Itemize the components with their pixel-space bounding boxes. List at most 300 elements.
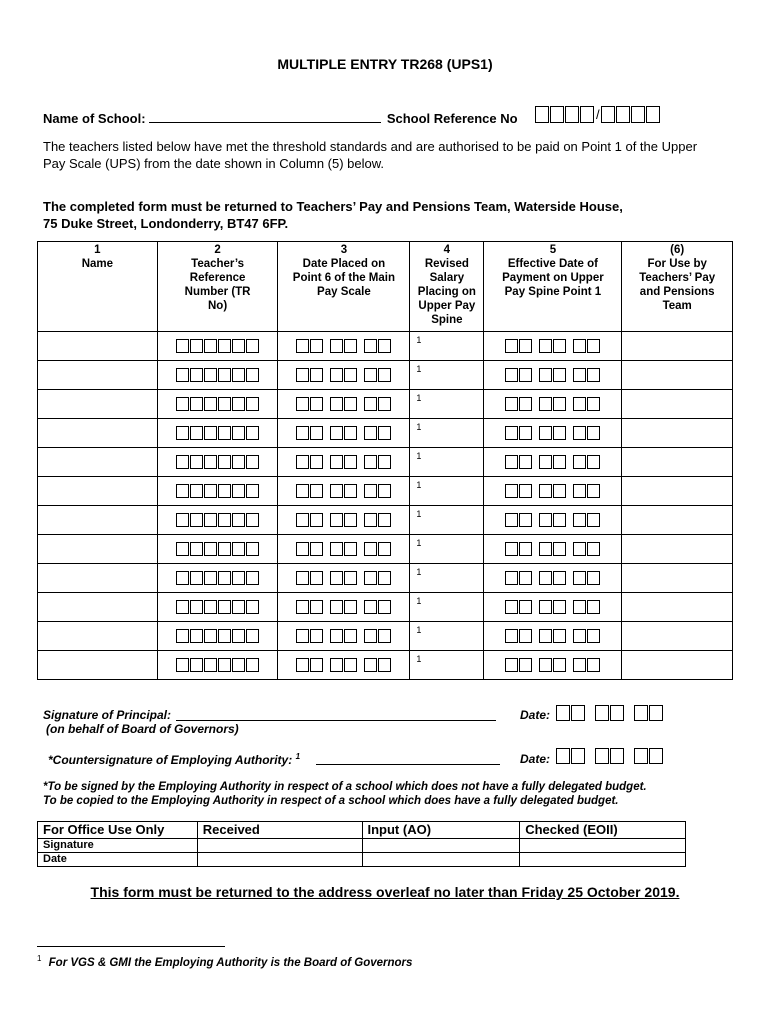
digit-box[interactable] [505, 571, 518, 585]
digit-box[interactable] [587, 368, 600, 382]
digit-box[interactable] [330, 426, 343, 440]
digit-box[interactable] [378, 571, 391, 585]
digit-box[interactable] [190, 484, 203, 498]
digit-box[interactable] [344, 542, 357, 556]
digit-box[interactable] [246, 571, 259, 585]
digit-box[interactable] [176, 571, 189, 585]
digit-box[interactable] [190, 426, 203, 440]
digit-box[interactable] [587, 629, 600, 643]
digit-box[interactable] [505, 484, 518, 498]
effective-date-cell [484, 564, 622, 593]
salary-placing-cell[interactable] [410, 535, 484, 564]
date-box[interactable] [571, 748, 585, 764]
digit-box[interactable] [553, 629, 566, 643]
digit-box[interactable] [246, 484, 259, 498]
digit-box[interactable] [330, 513, 343, 527]
date-box[interactable] [649, 748, 663, 764]
digit-box[interactable] [573, 513, 586, 527]
digit-box[interactable] [378, 629, 391, 643]
digit-box[interactable] [204, 368, 217, 382]
digit-box[interactable] [246, 513, 259, 527]
name-cell[interactable] [38, 593, 158, 622]
digit-box[interactable] [539, 339, 552, 353]
salary-placing-cell[interactable] [410, 622, 484, 651]
digit-box[interactable] [218, 542, 231, 556]
salary-placing-cell[interactable] [410, 419, 484, 448]
office-use-cell[interactable] [622, 651, 733, 680]
digit-box[interactable] [296, 455, 309, 469]
digit-box[interactable] [190, 513, 203, 527]
digit-box[interactable] [344, 571, 357, 585]
digit-box[interactable] [310, 513, 323, 527]
digit-box[interactable] [573, 542, 586, 556]
digit-box[interactable] [587, 484, 600, 498]
digit-box[interactable] [587, 455, 600, 469]
date-placed-cell [278, 564, 410, 593]
digit-box[interactable] [505, 542, 518, 556]
office-use-cell[interactable] [622, 448, 733, 477]
digit-box[interactable] [204, 542, 217, 556]
digit-box[interactable] [587, 658, 600, 672]
digit-box[interactable] [573, 368, 586, 382]
digit-box[interactable] [553, 658, 566, 672]
digit-box[interactable] [364, 368, 377, 382]
digit-box[interactable] [296, 571, 309, 585]
digit-box[interactable] [539, 513, 552, 527]
digit-box[interactable] [310, 600, 323, 614]
digit-box[interactable] [190, 600, 203, 614]
digit-box[interactable] [505, 339, 518, 353]
digit-box[interactable] [204, 426, 217, 440]
salary-placing-cell[interactable] [410, 506, 484, 535]
digit-box[interactable] [310, 455, 323, 469]
digit-box[interactable] [573, 339, 586, 353]
digit-box[interactable] [204, 397, 217, 411]
digit-box[interactable] [539, 571, 552, 585]
name-cell[interactable] [38, 390, 158, 419]
digit-box[interactable] [364, 571, 377, 585]
digit-box[interactable] [232, 629, 245, 643]
digit-box[interactable] [204, 484, 217, 498]
salary-placing-cell[interactable] [410, 361, 484, 390]
school-ref-box[interactable] [550, 106, 564, 123]
salary-placing-cell[interactable] [410, 651, 484, 680]
digit-box[interactable] [519, 629, 532, 643]
digit-box[interactable] [218, 629, 231, 643]
date-box[interactable] [634, 705, 648, 721]
digit-box[interactable] [176, 455, 189, 469]
digit-box[interactable] [364, 426, 377, 440]
digit-box[interactable] [539, 600, 552, 614]
digit-box[interactable] [218, 571, 231, 585]
digit-box[interactable] [539, 629, 552, 643]
digit-box[interactable] [330, 658, 343, 672]
digit-box[interactable] [505, 426, 518, 440]
digit-box[interactable] [330, 629, 343, 643]
digit-box[interactable] [378, 542, 391, 556]
digit-box[interactable] [296, 658, 309, 672]
column-label: Date Placed on Point 6 of the Main Pay Scale [292, 258, 396, 298]
digit-box[interactable] [519, 658, 532, 672]
name-cell[interactable] [38, 506, 158, 535]
digit-box[interactable] [505, 600, 518, 614]
digit-box[interactable] [553, 571, 566, 585]
digit-box[interactable] [190, 571, 203, 585]
digit-box[interactable] [378, 658, 391, 672]
digit-box[interactable] [296, 368, 309, 382]
date-box[interactable] [610, 748, 624, 764]
digit-box[interactable] [344, 426, 357, 440]
digit-box[interactable] [573, 484, 586, 498]
digit-box[interactable] [310, 397, 323, 411]
digit-box[interactable] [519, 397, 532, 411]
name-cell[interactable] [38, 477, 158, 506]
digit-box[interactable] [190, 658, 203, 672]
digit-box[interactable] [218, 339, 231, 353]
digit-box[interactable] [344, 339, 357, 353]
date-box[interactable] [571, 705, 585, 721]
digit-box[interactable] [505, 455, 518, 469]
digit-box[interactable] [190, 397, 203, 411]
name-of-school-field[interactable] [149, 108, 381, 123]
office-use-cell[interactable] [622, 506, 733, 535]
digit-box[interactable] [246, 397, 259, 411]
digit-box[interactable] [176, 484, 189, 498]
principal-date-boxes [556, 705, 664, 721]
digit-box[interactable] [344, 600, 357, 614]
digit-box[interactable] [232, 484, 245, 498]
office-use-cell[interactable] [622, 593, 733, 622]
digit-box[interactable] [573, 426, 586, 440]
digit-box[interactable] [344, 484, 357, 498]
office-use-cell[interactable] [622, 419, 733, 448]
date-box[interactable] [556, 705, 570, 721]
digit-box[interactable] [190, 542, 203, 556]
digit-box[interactable] [190, 339, 203, 353]
digit-box[interactable] [310, 629, 323, 643]
digit-box[interactable] [296, 484, 309, 498]
digit-box[interactable] [246, 658, 259, 672]
digit-box[interactable] [190, 368, 203, 382]
name-cell[interactable] [38, 448, 158, 477]
digit-box[interactable] [573, 397, 586, 411]
digit-box[interactable] [232, 397, 245, 411]
digit-box[interactable] [176, 542, 189, 556]
digit-box[interactable] [553, 513, 566, 527]
digit-box[interactable] [218, 513, 231, 527]
digit-box[interactable] [539, 542, 552, 556]
digit-box[interactable] [539, 484, 552, 498]
digit-box[interactable] [176, 368, 189, 382]
office-cell[interactable] [197, 839, 362, 853]
office-cell[interactable] [362, 839, 520, 853]
name-cell[interactable] [38, 535, 158, 564]
date-box[interactable] [634, 748, 648, 764]
digit-box[interactable] [310, 658, 323, 672]
office-use-cell[interactable] [622, 390, 733, 419]
name-cell[interactable] [38, 361, 158, 390]
digit-box[interactable] [539, 368, 552, 382]
digit-box[interactable] [330, 455, 343, 469]
digit-box[interactable] [310, 368, 323, 382]
digit-box[interactable] [330, 339, 343, 353]
salary-placing-cell[interactable] [410, 332, 484, 361]
digit-box[interactable] [330, 484, 343, 498]
digit-box[interactable] [176, 513, 189, 527]
digit-box[interactable] [519, 455, 532, 469]
digit-box[interactable] [296, 426, 309, 440]
date-box[interactable] [649, 705, 663, 721]
digit-box[interactable] [310, 542, 323, 556]
digit-box[interactable] [364, 658, 377, 672]
digit-box[interactable] [344, 455, 357, 469]
digit-box[interactable] [519, 600, 532, 614]
digit-box[interactable] [330, 542, 343, 556]
digit-box[interactable] [364, 513, 377, 527]
office-cell[interactable] [520, 853, 686, 867]
digit-box[interactable] [378, 339, 391, 353]
digit-box[interactable] [378, 600, 391, 614]
office-row-label: Date [38, 853, 198, 867]
digit-box[interactable] [378, 484, 391, 498]
office-cell[interactable] [197, 853, 362, 867]
digit-box[interactable] [519, 513, 532, 527]
digit-box[interactable] [246, 426, 259, 440]
digit-box[interactable] [232, 455, 245, 469]
digit-box[interactable] [553, 542, 566, 556]
table-row [38, 448, 733, 477]
digit-box[interactable] [176, 339, 189, 353]
name-cell[interactable] [38, 651, 158, 680]
digit-box[interactable] [204, 339, 217, 353]
digit-box[interactable] [539, 426, 552, 440]
digit-box[interactable] [587, 339, 600, 353]
column-label: Revised Salary Placing on Upper Pay Spine [417, 258, 476, 326]
digit-box[interactable] [218, 426, 231, 440]
digit-box[interactable] [310, 484, 323, 498]
date-box[interactable] [595, 748, 609, 764]
digit-box[interactable] [344, 513, 357, 527]
digit-box[interactable] [344, 368, 357, 382]
digit-box[interactable] [378, 397, 391, 411]
school-ref-box[interactable] [580, 106, 594, 123]
digit-box[interactable] [573, 571, 586, 585]
digit-box[interactable] [587, 571, 600, 585]
digit-box[interactable] [553, 339, 566, 353]
digit-box[interactable] [232, 542, 245, 556]
digit-box[interactable] [204, 600, 217, 614]
digit-box[interactable] [364, 600, 377, 614]
digit-box[interactable] [232, 426, 245, 440]
digit-box[interactable] [519, 426, 532, 440]
name-cell[interactable] [38, 419, 158, 448]
salary-placing-cell[interactable] [410, 593, 484, 622]
digit-box[interactable] [246, 542, 259, 556]
placing-value: 1 [416, 480, 422, 490]
office-use-cell[interactable] [622, 535, 733, 564]
digit-box[interactable] [378, 426, 391, 440]
digit-box[interactable] [218, 600, 231, 614]
digit-box[interactable] [330, 397, 343, 411]
name-cell[interactable] [38, 564, 158, 593]
digit-box[interactable] [218, 397, 231, 411]
digit-box[interactable] [190, 455, 203, 469]
digit-box[interactable] [519, 571, 532, 585]
digit-box[interactable] [539, 397, 552, 411]
date-placed-cell [278, 593, 410, 622]
office-use-cell[interactable] [622, 332, 733, 361]
principal-signature-field[interactable] [176, 706, 496, 721]
digit-box[interactable] [246, 600, 259, 614]
digit-box[interactable] [176, 397, 189, 411]
digit-box[interactable] [232, 513, 245, 527]
digit-box[interactable] [519, 484, 532, 498]
effective-date-cell [484, 390, 622, 419]
digit-box[interactable] [296, 397, 309, 411]
digit-box[interactable] [344, 658, 357, 672]
digit-box[interactable] [573, 600, 586, 614]
digit-box[interactable] [232, 368, 245, 382]
office-cell[interactable] [520, 839, 686, 853]
digit-box[interactable] [553, 426, 566, 440]
column-header-4 [410, 242, 484, 332]
digit-box[interactable] [364, 397, 377, 411]
digit-box[interactable] [176, 600, 189, 614]
school-ref-box[interactable] [631, 106, 645, 123]
principal-date-label: Date: [520, 708, 551, 722]
digit-box[interactable] [364, 455, 377, 469]
digit-box[interactable] [218, 484, 231, 498]
digit-box[interactable] [553, 455, 566, 469]
salary-placing-cell[interactable] [410, 564, 484, 593]
salary-placing-cell[interactable] [410, 477, 484, 506]
digit-box[interactable] [587, 397, 600, 411]
digit-box[interactable] [539, 658, 552, 672]
school-ref-box[interactable] [565, 106, 579, 123]
deadline-notice: This form must be returned to the address overleaf no later than Friday 25 October 2019. [90, 884, 680, 900]
digit-box[interactable] [553, 600, 566, 614]
date-box[interactable] [595, 705, 609, 721]
digit-box[interactable] [204, 571, 217, 585]
digit-box[interactable] [232, 339, 245, 353]
digit-box[interactable] [587, 542, 600, 556]
digit-box[interactable] [505, 368, 518, 382]
digit-box[interactable] [204, 455, 217, 469]
digit-box[interactable] [246, 629, 259, 643]
date-placed-cell [278, 622, 410, 651]
salary-placing-cell[interactable] [410, 448, 484, 477]
digit-box[interactable] [218, 658, 231, 672]
digit-box[interactable] [505, 513, 518, 527]
name-cell[interactable] [38, 332, 158, 361]
school-ref-box[interactable] [646, 106, 660, 123]
digit-box[interactable] [176, 426, 189, 440]
digit-box[interactable] [587, 426, 600, 440]
digit-box[interactable] [310, 426, 323, 440]
digit-box[interactable] [505, 397, 518, 411]
digit-box[interactable] [176, 629, 189, 643]
digit-box[interactable] [218, 455, 231, 469]
date-box[interactable] [556, 748, 570, 764]
digit-box[interactable] [378, 513, 391, 527]
school-ref-box[interactable] [601, 106, 615, 123]
digit-box[interactable] [246, 368, 259, 382]
tr-number-cell [157, 448, 278, 477]
digit-box[interactable] [330, 368, 343, 382]
digit-box[interactable] [204, 513, 217, 527]
digit-box[interactable] [330, 571, 343, 585]
effective-date-cell [484, 332, 622, 361]
digit-box[interactable] [364, 629, 377, 643]
digit-box[interactable] [296, 600, 309, 614]
digit-box[interactable] [204, 658, 217, 672]
office-cell[interactable] [362, 853, 520, 867]
digit-box[interactable] [296, 629, 309, 643]
digit-box[interactable] [553, 484, 566, 498]
digit-box[interactable] [296, 513, 309, 527]
digit-box[interactable] [246, 339, 259, 353]
digit-box[interactable] [505, 658, 518, 672]
digit-box[interactable] [573, 455, 586, 469]
date-box[interactable] [610, 705, 624, 721]
digit-box[interactable] [573, 629, 586, 643]
name-cell[interactable] [38, 622, 158, 651]
digit-box[interactable] [553, 368, 566, 382]
digit-box[interactable] [519, 368, 532, 382]
office-use-cell[interactable] [622, 361, 733, 390]
digit-box[interactable] [573, 658, 586, 672]
digit-box[interactable] [310, 571, 323, 585]
tr-number-cell [157, 390, 278, 419]
digit-box[interactable] [519, 339, 532, 353]
office-use-cell[interactable] [622, 622, 733, 651]
digit-box[interactable] [364, 339, 377, 353]
digit-box[interactable] [296, 542, 309, 556]
digit-box[interactable] [218, 368, 231, 382]
digit-box[interactable] [378, 455, 391, 469]
effective-date-cell [484, 651, 622, 680]
digit-box[interactable] [505, 629, 518, 643]
digit-box[interactable] [330, 600, 343, 614]
digit-box[interactable] [378, 368, 391, 382]
school-ref-box[interactable] [616, 106, 630, 123]
office-use-cell[interactable] [622, 564, 733, 593]
digit-box[interactable] [364, 484, 377, 498]
digit-box[interactable] [232, 658, 245, 672]
digit-box[interactable] [364, 542, 377, 556]
digit-box[interactable] [296, 339, 309, 353]
digit-box[interactable] [246, 455, 259, 469]
digit-box[interactable] [519, 542, 532, 556]
effective-date-cell [484, 593, 622, 622]
digit-box[interactable] [232, 571, 245, 585]
school-ref-box[interactable] [535, 106, 549, 123]
countersignature-field[interactable] [316, 750, 500, 765]
digit-box[interactable] [553, 397, 566, 411]
digit-box[interactable] [587, 600, 600, 614]
digit-box[interactable] [344, 397, 357, 411]
office-use-cell[interactable] [622, 477, 733, 506]
digit-box[interactable] [587, 513, 600, 527]
digit-box[interactable] [344, 629, 357, 643]
digit-box[interactable] [204, 629, 217, 643]
digit-box[interactable] [310, 339, 323, 353]
salary-placing-cell[interactable] [410, 390, 484, 419]
digit-box[interactable] [190, 629, 203, 643]
digit-box[interactable] [539, 455, 552, 469]
digit-box[interactable] [176, 658, 189, 672]
digit-box[interactable] [232, 600, 245, 614]
